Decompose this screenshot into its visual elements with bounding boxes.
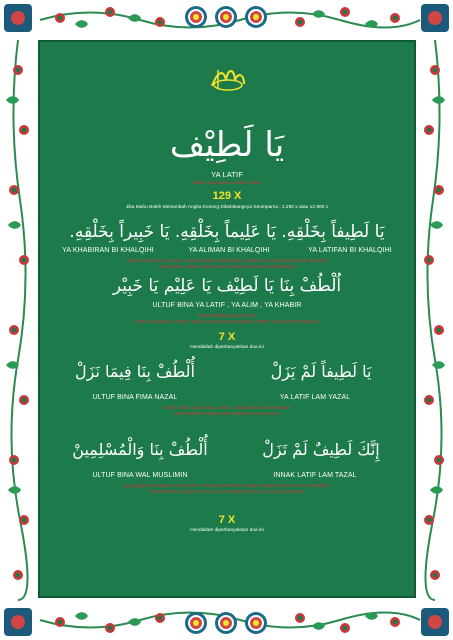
line1-meaning-1: Wahai Yang Maha Lemah Lembut terhadap makhlukNya, Wahai Yang Maha Mengetahui terhadap <box>127 258 327 263</box>
line3-arabic-left: أُلْطُفْ بِنَا فِيمَا نَزَلْ <box>75 362 195 381</box>
line4-label-right: INNAK LATIF LAM TAZAL <box>273 472 357 479</box>
line4-arabic-right: إِنَّكَ لَطِيفٌ لَمْ تَزَلْ <box>262 440 380 459</box>
line3-label-right: YA LATIF LAM YAZAL <box>279 394 351 401</box>
line2-meaning-1: Berlembutlah Kepada Kami <box>199 313 255 318</box>
title-meaning: Wahai Yang Maha Lemah Lembut <box>192 180 262 185</box>
line4-arabic-left: أُلْطُفْ بِنَا وَالْمُسْلِمِينْ <box>72 440 208 459</box>
line4-label-left: ULTUF BINA WAL MUSLIMIN <box>92 472 188 479</box>
line2-meaning-2: Wahai Yang Maha Lembut, Wahai Yang Maha Mengetahui, Wahai Yang Maha Mengetahui <box>135 319 319 324</box>
line3-label-left: ULTUF BINA FIMA NAZAL <box>92 394 178 401</box>
line4-meaning-1: Sesungguhnya Engkau Maha Lembut, Tetaplah Berlembut Engkau Kepada Kami Dan Kaum Muslimin. <box>122 483 332 488</box>
green-panel <box>38 40 416 598</box>
line2-latin: ULTUF BINA YA LATIF , YA ALIM , YA KHABIR <box>152 302 302 309</box>
tughra-emblem <box>208 66 248 92</box>
line3-meaning-2: Berlembutlah Kepada Kami Dalam Apa Yang Turun <box>174 411 280 416</box>
line1-meaning-2: makhlukNya, Wahai Yang Maha Mengetahui terhadap makhlukNya <box>158 264 296 269</box>
line1-label-aliman: YA ALIMAN BI KHALQIHI <box>188 247 270 254</box>
count-main: 129 X <box>212 190 242 202</box>
count-7-a: 7 X <box>218 331 236 343</box>
line3-meaning-1: Wahai Tuhan Yang Maha Lembut , Tetaplah Kami Berlembutan <box>162 405 292 410</box>
border-bottom <box>40 612 420 634</box>
line1-arabic: يَا لَطِيفاً بِخَلْقِهِ. يَا عَلِيماً بِخَلْقِهِ. يَا خَبِيراً بِخَلْقِهِ. <box>69 222 385 242</box>
border-right <box>424 40 445 600</box>
title-arabic: يَا لَطِيْف <box>169 125 285 165</box>
note-a: Hendaklah diperbanyakkan doa ini <box>190 345 264 350</box>
count-7-b: 7 X <box>218 514 236 526</box>
line4-meaning-2: Berlembutlah Kepada Kami Dan Kaum Muslimin Pada Apa Yang Diturunkan <box>149 489 305 494</box>
line3-arabic-right: يَا لَطِيفاً لَمْ يَزَلْ <box>270 362 372 381</box>
multiplier-note: Jika Mahu Boleh Menambah Angka Kosong Dibelakangnya Seumpama : 1,290 x atau 12,900 x <box>125 205 329 210</box>
note-b: Hendaklah diperbanyakkan doa ini <box>190 528 264 533</box>
border-left <box>6 40 29 600</box>
title-latin: YA LATIF <box>211 170 243 179</box>
line2-arabic: اُلْطُفْ بِنَا يَا لَطِيْف يَا عَلِيْم يَا خَبِيْر <box>112 276 342 296</box>
line1-label-khabiran: YA KHABIRAN BI KHALQIHI <box>62 247 154 254</box>
line1-label-latifan: YA LATIFAN BI KHALQIHI <box>308 247 392 254</box>
border-top <box>40 6 420 28</box>
